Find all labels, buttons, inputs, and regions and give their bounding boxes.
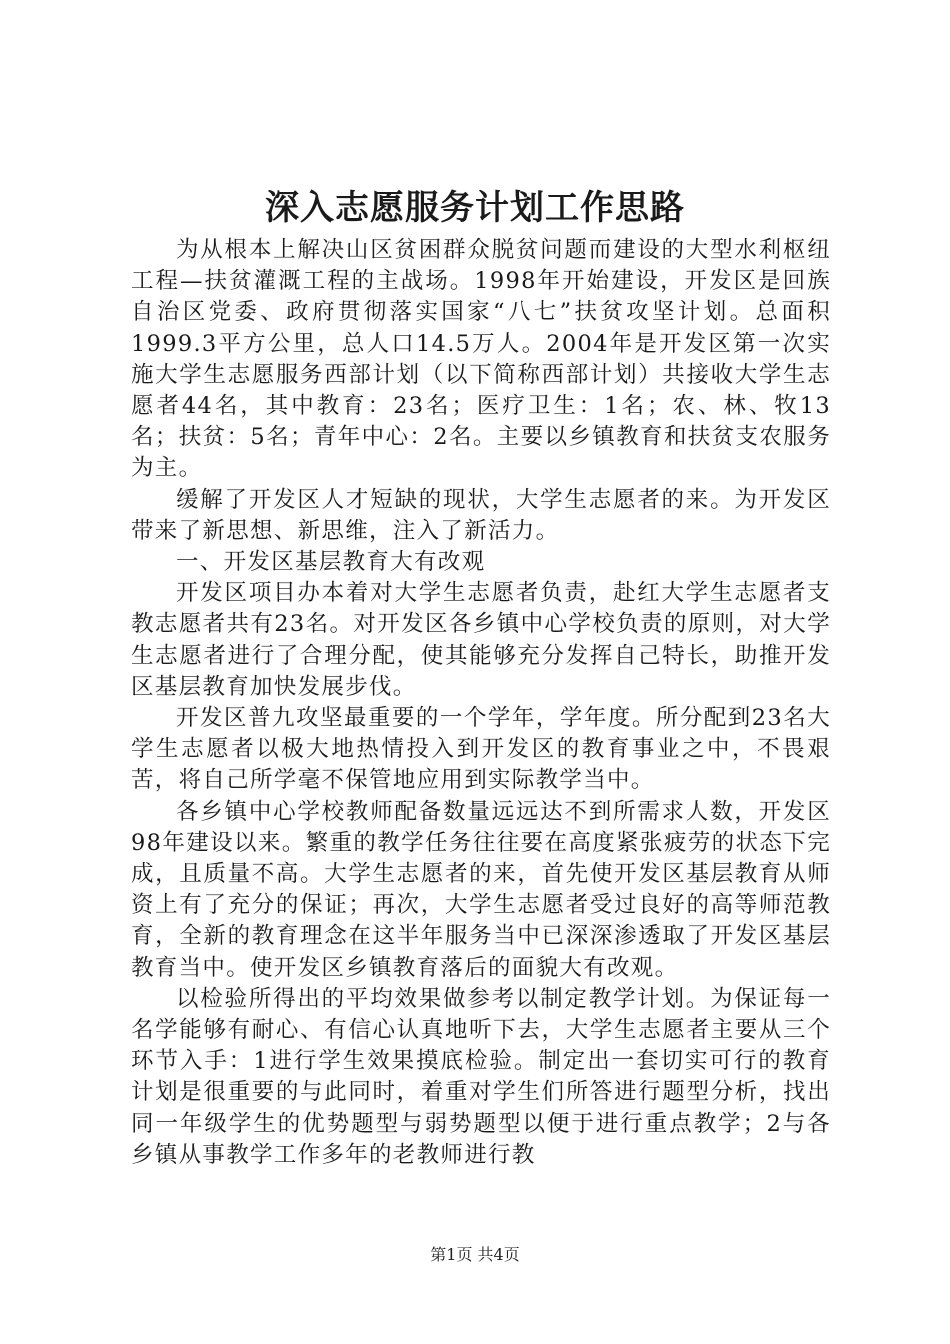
page-number-footer: 第1页 共4页 xyxy=(430,1245,520,1264)
document-body xyxy=(131,235,831,1171)
paragraph-intro: 为从根本上解决山区贫困群众脱贫问题而建设的大型水利枢纽工程—扶贫灌溉工程的主战场。1998年开始建设，开发区是回族自治区党委、政府贯彻落实国家“八七”扶贫攻坚计划。总面积1999.3平方公里，总人口14.5万人。2004年是开发区第一次实施大学生志愿服务西部计划（以下简称西部计划）共接收大学生志愿者44名，其中教育：23名；医疗卫生：1名；农、林、牧13名；扶贫：5名；青年中心：2名。主要以乡镇教育和扶贫支农服务为主。 xyxy=(131,237,831,482)
paragraph-talent: 缓解了开发区人才短缺的现状，大学生志愿者的来。为开发区带来了新思想、新思维，注入了新活力。 xyxy=(131,486,831,544)
paragraph-project-office: 开发区项目办本着对大学生志愿者负责，赴红大学生志愿者支教志愿者共有23名。对开发区各乡镇中心学校负责的原则，对大学生志愿者进行了合理分配，使其能够充分发挥自己特长，助推开发区基层教育加快发展步伐。 xyxy=(131,580,831,700)
paragraph-school-year: 开发区普九攻坚最重要的一个学年，学年度。所分配到23名大学生志愿者以极大地热情投入到开发区的教育事业之中，不畏艰苦，将自己所学毫不保管地应用到实际教学当中。 xyxy=(131,705,831,794)
paragraph-teaching-plan: 以检验所得出的平均效果做参考以制定教学计划。为保证每一名学能够有耐心、有信心认真地听下去，大学生志愿者主要从三个环节入手：1进行学生效果摸底检验。制定出一套切实可行的教育计划是很重要的与此同时，着重对学生们所答进行题型分析，找出同一年级学生的优势题型与弱势题型以便于进行重点教学；2与各乡镇从事教学工作多年的老教师进行教 xyxy=(131,985,831,1168)
paragraph-teacher-shortage: 各乡镇中心学校教师配备数量远远达不到所需求人数，开发区98年建设以来。繁重的教学任务往往要在高度紧张疲劳的状态下完成，且质量不高。大学生志愿者的来，首先使开发区基层教育从师资上有了充分的保证；再次，大学生志愿者受过良好的高等师范教育，全新的教育理念在这半年服务当中已深深渗透取了开发区基层教育当中。使开发区乡镇教育落后的面貌大有改观。 xyxy=(131,798,831,981)
document-title: 深入志愿服务计划工作思路 xyxy=(265,188,685,228)
section-heading-education: 一、开发区基层教育大有改观 xyxy=(176,549,486,576)
